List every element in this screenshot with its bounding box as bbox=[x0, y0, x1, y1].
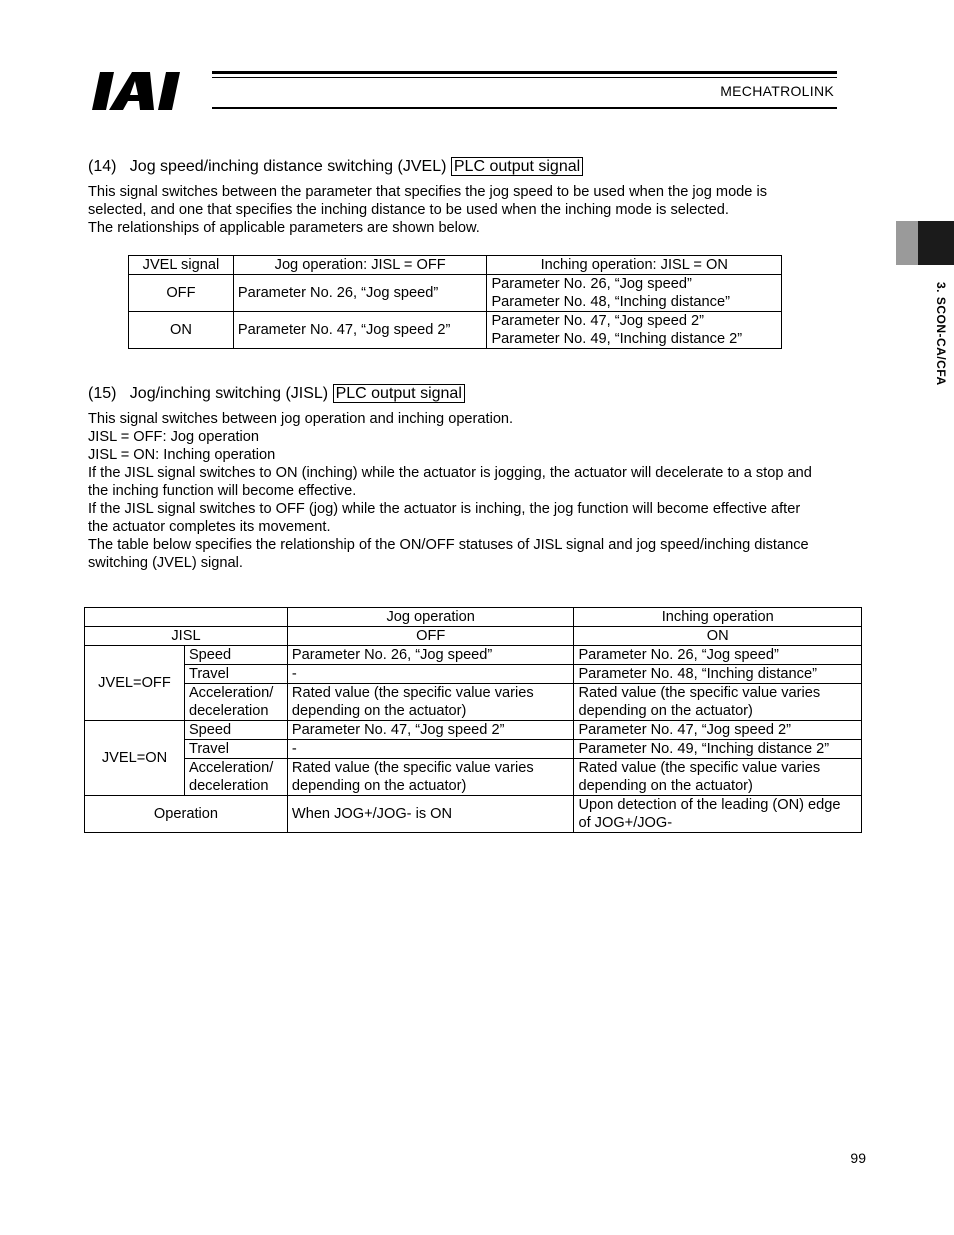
table-cell: Parameter No. 49, “Inching distance 2” bbox=[574, 740, 862, 759]
table-header: Inching operation: JISL = ON bbox=[487, 256, 782, 275]
table-row bbox=[85, 684, 862, 721]
section-15-badge: PLC output signal bbox=[333, 384, 465, 403]
table-cell bbox=[184, 759, 287, 796]
paragraph-line: selected, and one that specifies the inching distance to be used when the inching mode is selected. bbox=[88, 202, 729, 218]
cell-line: Acceleration/ bbox=[188, 685, 274, 701]
table-cell: OFF bbox=[129, 275, 234, 312]
paragraph-line: If the JISL signal switches to ON (inching) while the actuator is jogging, the actuator will decelerate to a stop and bbox=[88, 465, 812, 481]
paragraph-line: the inching function will become effective. bbox=[88, 483, 357, 499]
paragraph-line: This signal switches between the parameter that specifies the jog speed to be used when the jog mode is bbox=[88, 184, 768, 200]
table-cell: Parameter No. 47, “Jog speed 2” bbox=[287, 721, 574, 740]
table-cell bbox=[287, 684, 574, 721]
section-14-text bbox=[88, 183, 868, 237]
table-cell: OFF bbox=[287, 627, 574, 646]
table-cell: ON bbox=[129, 312, 234, 349]
header-rule-thick bbox=[212, 71, 837, 74]
cell-line: Parameter No. 26, “Jog speed” bbox=[491, 276, 692, 292]
cell-line: depending on the actuator) bbox=[578, 703, 753, 719]
cell-line: depending on the actuator) bbox=[291, 703, 467, 719]
table-cell: Parameter No. 47, “Jog speed 2” bbox=[233, 312, 487, 349]
paragraph-line: The relationships of applicable parameters are shown below. bbox=[88, 220, 480, 236]
table-cell: Parameter No. 47, “Jog speed 2” bbox=[574, 721, 862, 740]
table-row bbox=[85, 646, 862, 665]
product-name: MECHATROLINK bbox=[720, 83, 834, 99]
section-14-title: Jog speed/inching distance switching (JVEL) bbox=[129, 158, 447, 175]
cell-line: Rated value (the specific value varies bbox=[578, 760, 821, 776]
table-row bbox=[129, 312, 782, 349]
table-cell: JISL bbox=[85, 627, 288, 646]
table-header: Inching operation bbox=[574, 608, 862, 627]
table-cell: Parameter No. 26, “Jog speed” bbox=[233, 275, 487, 312]
group-label: JVEL=OFF bbox=[85, 646, 185, 721]
table-cell: Parameter No. 26, “Jog speed” bbox=[574, 646, 862, 665]
cell-line: Upon detection of the leading (ON) edge bbox=[578, 797, 841, 813]
table-cell: Speed bbox=[184, 646, 287, 665]
header-rule-thin bbox=[212, 77, 837, 78]
table-header: Jog operation: JISL = OFF bbox=[233, 256, 487, 275]
table-header: JVEL signal bbox=[129, 256, 234, 275]
cell-line: Rated value (the specific value varies bbox=[578, 685, 821, 701]
paragraph-line: JISL = OFF: Jog operation bbox=[88, 429, 260, 445]
cell-line: Rated value (the specific value varies bbox=[291, 760, 534, 776]
chapter-label: 3. SCON-CA/CFA bbox=[934, 282, 948, 386]
table-cell bbox=[574, 796, 862, 833]
section-15-heading bbox=[88, 384, 465, 404]
cell-line: Parameter No. 48, “Inching distance” bbox=[491, 294, 730, 310]
table-cell: Parameter No. 26, “Jog speed” bbox=[287, 646, 574, 665]
section-14-number: (14) bbox=[88, 158, 117, 175]
table-row bbox=[85, 721, 862, 740]
section-14-badge: PLC output signal bbox=[451, 157, 583, 176]
table-header: Jog operation bbox=[287, 608, 574, 627]
paragraph-line: If the JISL signal switches to OFF (jog) while the actuator is inching, the jog function will become effective after bbox=[88, 501, 801, 517]
paragraph-line: The table below specifies the relationship of the ON/OFF statuses of JISL signal and jog speed/inching distance bbox=[88, 537, 809, 553]
cell-line: Parameter No. 47, “Jog speed 2” bbox=[491, 313, 704, 329]
jvel-table bbox=[128, 255, 782, 349]
section-14-heading bbox=[88, 157, 583, 177]
header-rule-bottom bbox=[212, 107, 837, 109]
section-15-text bbox=[88, 410, 868, 572]
table-row bbox=[85, 796, 862, 833]
table-cell: ON bbox=[574, 627, 862, 646]
table-row bbox=[85, 740, 862, 759]
group-label: JVEL=ON bbox=[85, 721, 185, 796]
paragraph-line: the actuator completes its movement. bbox=[88, 519, 331, 535]
cell-line: Acceleration/ bbox=[188, 760, 274, 776]
cell-line: depending on the actuator) bbox=[291, 778, 467, 794]
paragraph-line: JISL = ON: Inching operation bbox=[88, 447, 276, 463]
table-cell bbox=[184, 684, 287, 721]
table-cell bbox=[487, 312, 782, 349]
cell-line: Rated value (the specific value varies bbox=[291, 685, 534, 701]
table-cell: - bbox=[287, 665, 574, 684]
table-cell bbox=[574, 759, 862, 796]
table-cell bbox=[487, 275, 782, 312]
iai-logo bbox=[90, 70, 208, 112]
paragraph-line: This signal switches between jog operation and inching operation. bbox=[88, 411, 514, 427]
chapter-tab-black bbox=[918, 221, 954, 265]
cell-line: Parameter No. 49, “Inching distance 2” bbox=[491, 331, 743, 347]
section-15-number: (15) bbox=[88, 385, 117, 402]
table-cell: Speed bbox=[184, 721, 287, 740]
table-cell: Operation bbox=[85, 796, 288, 833]
table-cell: Travel bbox=[184, 665, 287, 684]
table-cell: - bbox=[287, 740, 574, 759]
table-cell bbox=[287, 759, 574, 796]
chapter-tab-gray bbox=[896, 221, 918, 265]
table-row bbox=[85, 665, 862, 684]
table-row bbox=[129, 275, 782, 312]
cell-line: of JOG+/JOG- bbox=[578, 815, 673, 831]
table-cell-empty bbox=[85, 608, 288, 627]
cell-line: deceleration bbox=[188, 778, 269, 794]
section-15-title: Jog/inching switching (JISL) bbox=[129, 385, 329, 402]
table-cell: Parameter No. 48, “Inching distance” bbox=[574, 665, 862, 684]
cell-line: depending on the actuator) bbox=[578, 778, 753, 794]
page-number: 99 bbox=[850, 1150, 866, 1166]
table-cell bbox=[574, 684, 862, 721]
table-row bbox=[85, 759, 862, 796]
table-cell: Travel bbox=[184, 740, 287, 759]
jisl-table bbox=[84, 607, 862, 833]
table-cell: When JOG+/JOG- is ON bbox=[287, 796, 574, 833]
paragraph-line: switching (JVEL) signal. bbox=[88, 555, 243, 571]
cell-line: deceleration bbox=[188, 703, 269, 719]
